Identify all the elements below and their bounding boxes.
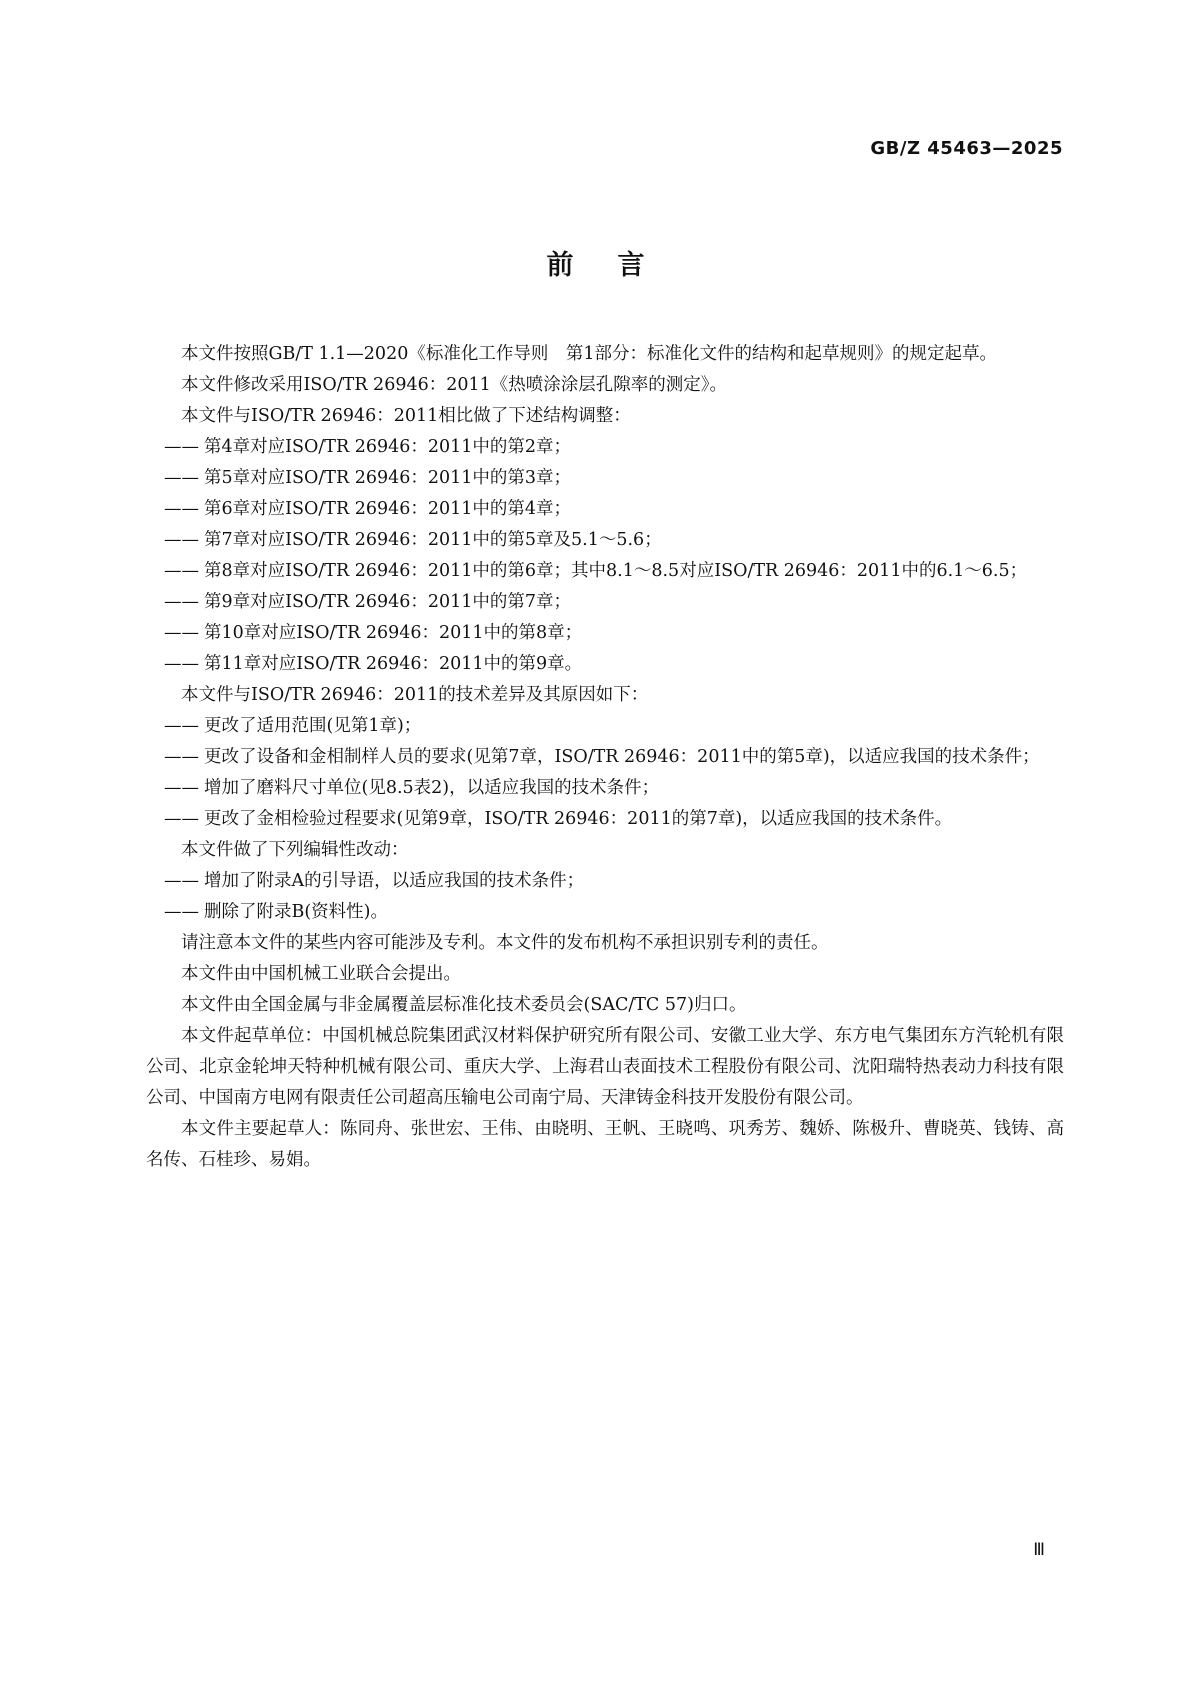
list-item (146, 773, 1064, 804)
list-item-text: 第7章对应ISO/TR 26946：2011中的第5章及5.1～5.6； (204, 530, 662, 550)
paragraph: 本文件由全国金属与非金属覆盖层标准化技术委员会(SAC/TC 57)归口。 (181, 995, 747, 1015)
list-item-text: 第10章对应ISO/TR 26946：2011中的第8章； (204, 623, 583, 643)
list-dash: —— (164, 871, 199, 891)
list-dash: —— (164, 809, 199, 829)
list-dash: —— (164, 654, 199, 674)
list-dash: —— (164, 437, 199, 457)
list-dash: —— (164, 561, 199, 581)
list-item (146, 556, 1064, 587)
paragraph: 本文件主要起草人：陈同舟、张世宏、王伟、由晓明、王帆、王晓鸣、巩秀芳、魏娇、陈极升、曹晓英、钱铸、高名传、石桂珍、易娟。 (146, 1119, 1064, 1170)
list-item (146, 463, 1064, 494)
list-item (146, 866, 1064, 897)
list-item-text: 更改了设备和金相制样人员的要求(见第7章，ISO/TR 26946：2011中的第5章)，以适应我国的技术条件； (204, 747, 1040, 767)
list-item (146, 618, 1064, 649)
list-item (146, 494, 1064, 525)
list-item (146, 742, 1064, 773)
list-item (146, 804, 1064, 835)
list-dash: —— (164, 747, 199, 767)
list-item-text: 第9章对应ISO/TR 26946：2011中的第7章； (204, 592, 572, 612)
page-number: Ⅲ (1033, 1540, 1045, 1559)
list-item-text: 增加了附录A的引导语，以适应我国的技术条件； (204, 871, 585, 891)
list-item (146, 587, 1064, 618)
list-item (146, 711, 1064, 742)
list-dash: —— (164, 592, 199, 612)
list-item (146, 525, 1064, 556)
list-item-text: 第8章对应ISO/TR 26946：2011中的第6章；其中8.1～8.5对应ISO/TR 26946：2011中的6.1～6.5； (204, 561, 1028, 581)
document-code: GB/Z 45463—2025 (870, 138, 1063, 159)
paragraph: 本文件由中国机械工业联合会提出。 (181, 964, 461, 984)
list-dash: —— (164, 716, 199, 736)
paragraph: 本文件修改采用ISO/TR 26946：2011《热喷涂涂层孔隙率的测定》。 (181, 375, 728, 395)
list-item-text: 更改了金相检验过程要求(见第9章，ISO/TR 26946：2011的第7章)，以适应我国的技术条件。 (204, 809, 953, 829)
list-dash: —— (164, 623, 199, 643)
page-title: 前言 (546, 250, 689, 281)
paragraph: 本文件按照GB/T 1.1—2020《标准化工作导则 第1部分：标准化文件的结构和起草规则》的规定起草。 (181, 344, 997, 364)
paragraph: 本文件起草单位：中国机械总院集团武汉材料保护研究所有限公司、安徽工业大学、东方电气集团东方汽轮机有限公司、北京金轮坤天特种机械有限公司、重庆大学、上海君山表面技术工程股份有限公司、沈阳瑞特热表动力科技有限公司、中国南方电网有限责任公司超高压输电公司南宁局、天津铸金科技开发股份有限公司。 (146, 1026, 1064, 1108)
list-dash: —— (164, 530, 199, 550)
list-item (146, 432, 1064, 463)
list-item (146, 649, 1064, 680)
list-dash: —— (164, 499, 199, 519)
list-dash: —— (164, 778, 199, 798)
paragraph: 本文件与ISO/TR 26946：2011相比做了下述结构调整： (181, 406, 631, 426)
list-item-text: 增加了磨料尺寸单位(见8.5表2)，以适应我国的技术条件； (204, 778, 660, 798)
list-item-text: 第4章对应ISO/TR 26946：2011中的第2章； (204, 437, 572, 457)
list-dash: —— (164, 902, 199, 922)
paragraph: 请注意本文件的某些内容可能涉及专利。本文件的发布机构不承担识别专利的责任。 (181, 933, 829, 953)
paragraph: 本文件做了下列编辑性改动： (181, 840, 409, 860)
paragraph: 本文件与ISO/TR 26946：2011的技术差异及其原因如下： (181, 685, 649, 705)
list-item-text: 第5章对应ISO/TR 26946：2011中的第3章； (204, 468, 572, 488)
list-dash: —— (164, 468, 199, 488)
foreword-body (146, 339, 1064, 1176)
list-item-text: 删除了附录B(资料性)。 (204, 902, 389, 922)
list-item-text: 第11章对应ISO/TR 26946：2011中的第9章。 (204, 654, 583, 674)
list-item-text: 第6章对应ISO/TR 26946：2011中的第4章； (204, 499, 572, 519)
list-item (146, 897, 1064, 928)
list-item-text: 更改了适用范围(见第1章)； (204, 716, 422, 736)
